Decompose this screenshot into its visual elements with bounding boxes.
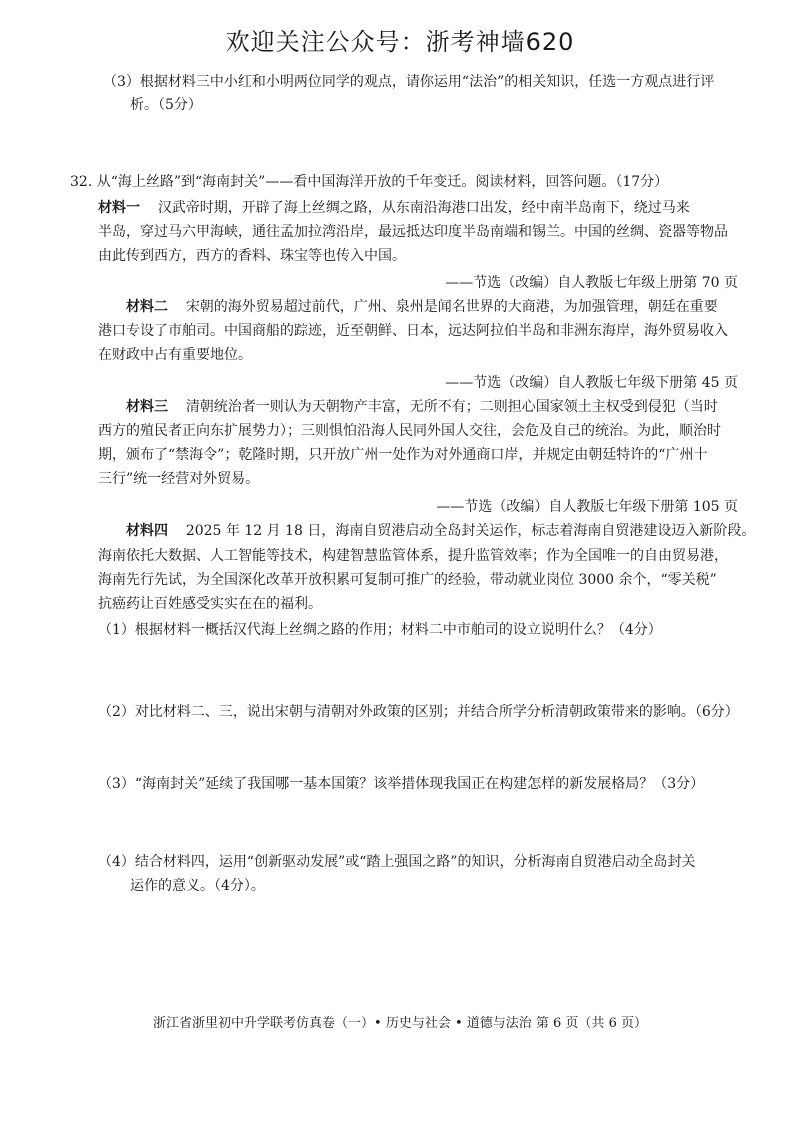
material-3-line-2: 西方的殖民者正向东扩展势力）；三则惧怕沿海人民同外国人交往，会危及自己的统治。为此，顺治时 [98, 423, 721, 439]
sub-question-4-line-1: （4）结合材料四，运用“创新驱动发展”或“踏上强国之路”的知识，分析海南自贸港启动全岛封关 [98, 854, 696, 870]
material-3-source: ——节选（改编）自人教版七年级下册第 105 页 [436, 499, 738, 515]
material-4-line-2: 海南依托大数据、人工智能等技术，构建智慧监管体系，提升监管效率；作为全国唯一的自由贸易港， [98, 548, 728, 564]
material-3-label: 材料三 [126, 399, 168, 415]
sub-question-1: （1）根据材料一概括汉代海上丝绸之路的作用；材料二中市舶司的设立说明什么？（4分） [98, 622, 662, 638]
material-1-label: 材料一 [98, 200, 140, 216]
material-1-line-1 [98, 198, 690, 218]
material-3-line-4: 三行”统一经营对外贸易。 [98, 471, 260, 487]
material-3-line-3: 期，颁布了“禁海令”；乾隆时期，只开放广州一处作为对外通商口岸，并规定由朝廷特许的“广州十 [98, 447, 708, 463]
sub-question-2: （2）对比材料二、三，说出宋朝与清朝对外政策的区别；并结合所学分析清朝政策带来的影响。（6分） [98, 704, 739, 720]
sub-question-3: （3）“海南封关”延续了我国哪一基本国策？该举措体现我国正在构建怎样的新发展格局？（3分） [98, 776, 705, 792]
material-1-text: 汉武帝时期，开辟了海上丝绸之路，从东南沿海港口出发，经中南半岛南下，绕过马来 [157, 200, 690, 216]
material-1-line-3: 由此传到西方，西方的香料、珠宝等也传入中国。 [98, 248, 406, 264]
material-2-line-3: 在财政中占有重要地位。 [98, 347, 252, 363]
material-4-line-4: 抗癌药让百姓感受实实在在的福利。 [98, 596, 322, 612]
material-1-line-2: 半岛，穿过马六甲海峡，通往孟加拉湾沿岸，最远抵达印度半岛南端和锡兰。中国的丝绸、瓷器等物品 [98, 224, 728, 240]
material-4-line-1 [126, 521, 755, 541]
material-2-line-1 [126, 297, 718, 317]
material-2-source: ——节选（改编）自人教版七年级下册第 45 页 [445, 375, 738, 391]
question-32-stem: 32. 从“海上丝路”到“海南封关”——看中国海洋开放的千年变迁。阅读材料，回答问题。（17分） [70, 174, 669, 190]
material-4-text: 2025 年 12 月 18 日，海南自贸港启动全岛封关运作，标志着海南自贸港建设迈入新阶段。 [185, 523, 756, 539]
watermark-header: 欢迎关注公众号：浙考神墙620 [225, 28, 575, 56]
material-2-label: 材料二 [126, 299, 168, 315]
material-2-line-2: 港口专设了市舶司。中国商船的踪迹，近至朝鲜、日本，远达阿拉伯半岛和非洲东海岸，海外贸易收入 [98, 323, 728, 339]
material-4-label: 材料四 [126, 523, 168, 539]
prev-question-line-2: 析。（5分） [130, 97, 202, 113]
prev-question-line-1: （3）根据材料三中小红和小明两位同学的观点，请你运用“法治”的相关知识，任选一方观点进行评 [103, 74, 715, 90]
material-4-line-3: 海南先行先试，为全国深化改革开放积累可复制可推广的经验，带动就业岗位 3000 余个，“零关税” [98, 572, 717, 588]
sub-question-4-line-2: 运作的意义。（4分）。 [130, 878, 265, 894]
material-3-text: 清朝统治者一则认为天朝物产丰富，无所不有；二则担心国家领土主权受到侵犯（当时 [185, 399, 718, 415]
material-2-text: 宋朝的海外贸易超过前代，广州、泉州是闻名世界的大商港，为加强管理，朝廷在重要 [185, 299, 718, 315]
page-footer: 浙江省浙里初中升学联考仿真卷（一）• 历史与社会 • 道德与法治 第 6 页（共 6 页） [153, 1016, 647, 1031]
material-3-line-1 [126, 397, 718, 417]
material-1-source: ——节选（改编）自人教版七年级上册第 70 页 [445, 275, 738, 291]
